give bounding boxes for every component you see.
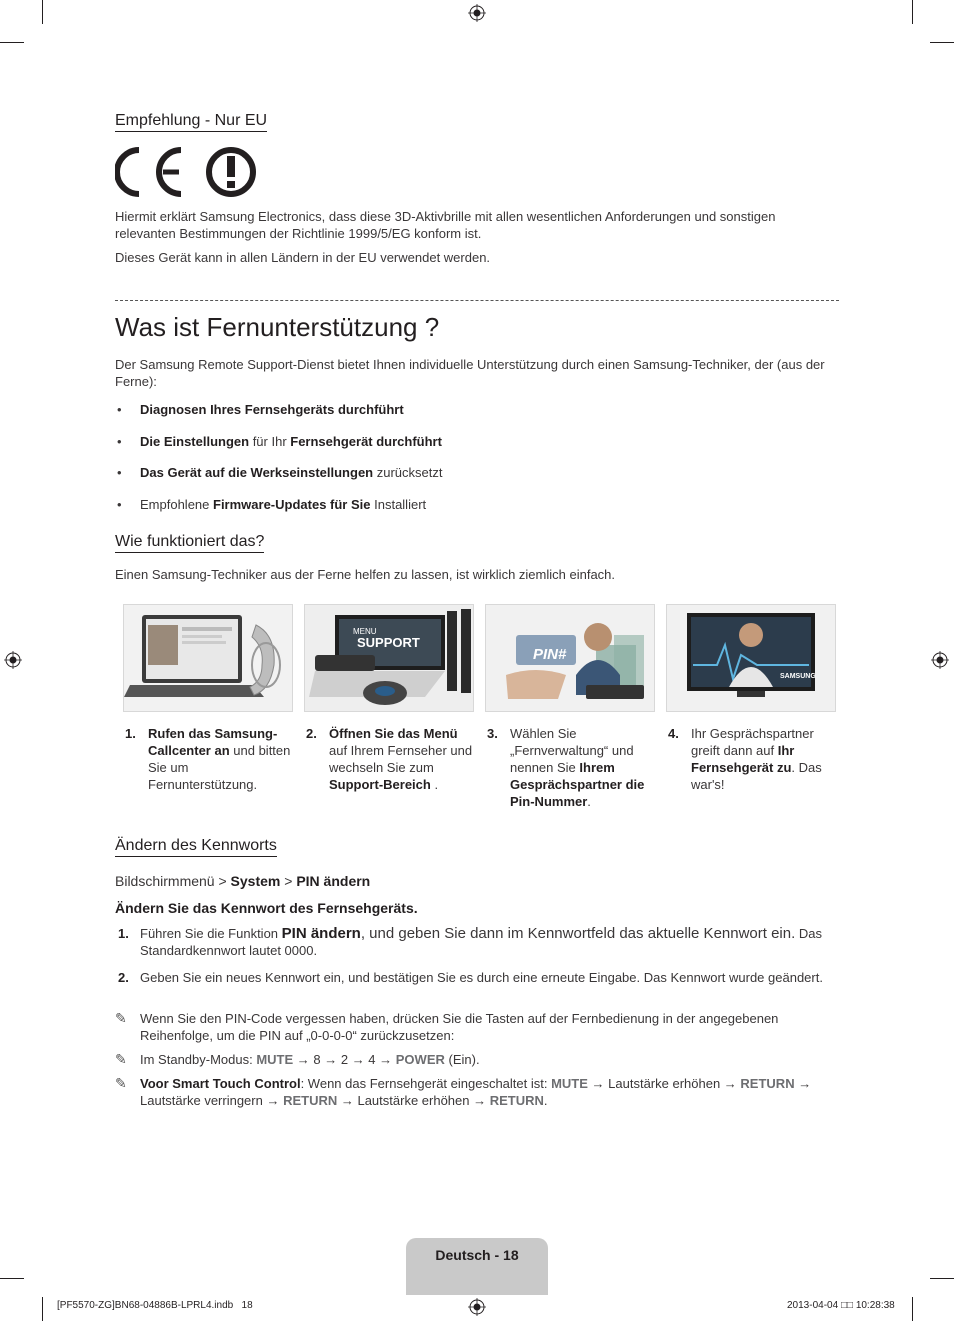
text-run: Wählen Sie „Fernverwaltung“ und nennen Sie — [510, 726, 634, 775]
crop-mark — [42, 0, 43, 24]
text-run: Firmware-Updates für Sie — [213, 497, 371, 512]
pencil-note-icon: ✎ — [115, 1051, 127, 1067]
samsung-logo-text: SAMSUNG — [780, 673, 816, 680]
laptop-phone-image — [123, 604, 293, 712]
text-run: RETURN — [740, 1076, 795, 1091]
intro-text: Der Samsung Remote Support-Dienst bietet Ihnen individuelle Unterstützung durch einen Samsung-Techniker, der (aus der Ferne): — [115, 357, 825, 389]
text-run: Voor Smart Touch Control — [140, 1076, 301, 1091]
eu-section-title: Empfehlung - Nur EU — [115, 112, 267, 132]
crop-mark — [42, 1297, 43, 1321]
menu-path-system: System — [230, 873, 281, 889]
text-run: RETURN — [283, 1093, 338, 1108]
text-run: Im Standby-Modus: — [140, 1052, 257, 1067]
menu-label: MENU — [353, 627, 377, 636]
text-run: Ihr Gesprächspartner greift dann auf — [691, 726, 814, 758]
how-section-title: Wie funktioniert das? — [115, 533, 264, 553]
crop-mark — [0, 1278, 24, 1279]
pencil-note-icon: ✎ — [115, 1010, 127, 1026]
text-run: RETURN — [489, 1093, 544, 1108]
registration-mark-icon — [468, 1298, 486, 1316]
text-run: Diagnosen Ihres Fernsehgeräts durchführt — [140, 402, 404, 417]
text-run: POWER — [395, 1052, 445, 1067]
section-divider — [115, 300, 839, 301]
page-number-tab — [406, 1238, 548, 1295]
text-run: → 8 → 2 → 4 → — [293, 1052, 396, 1067]
text-run: Empfohlene — [140, 497, 213, 512]
crop-mark — [930, 1278, 954, 1279]
eu-usage-note: Dieses Gerät kann in allen Ländern in der EU verwendet werden. — [115, 250, 491, 265]
eu-declaration: Hiermit erklärt Samsung Electronics, dass diese 3D-Aktivbrille mit allen wesentlichen Anforderungen und sonstigen relevanten Bestimmungen der Richtlinie 1999/5/EG konform ist. — [115, 209, 776, 241]
page-title: Was ist Fernunterstützung ? — [115, 312, 440, 342]
text-run: Rufen das Samsung-Callcenter an — [148, 726, 278, 758]
registration-mark-icon — [931, 651, 949, 669]
text-run: PIN ändern — [281, 925, 361, 942]
password-section-title: Ändern des Kennworts — [115, 837, 277, 857]
tv-menu-support-image — [304, 604, 474, 712]
text-run: Geben Sie ein neues Kennwort ein, und bestätigen Sie es durch eine erneute Eingabe. Das Kennwort wurde geändert. — [140, 970, 823, 985]
how-text: Einen Samsung-Techniker aus der Ferne helfen zu lassen, ist wirklich ziemlich einfach. — [115, 567, 616, 582]
text-run: Installiert — [370, 497, 427, 512]
registration-mark-icon — [4, 651, 22, 669]
crop-mark — [930, 42, 954, 43]
text-run: Wenn Sie den PIN-Code vergessen haben, drücken Sie die Tasten auf der Fernbedienung in der angegebenen Reihenfolge, um die PIN auf „0-0-0-0“ zurückzusetzen: — [140, 1011, 779, 1043]
text-run: Ihrem Gesprächspartner die Pin-Nummer — [510, 760, 645, 809]
text-run: zurücksetzt — [373, 465, 443, 480]
crop-mark — [0, 42, 24, 43]
text-run: . — [430, 777, 439, 792]
text-run: für Ihr — [249, 434, 291, 449]
menu-path-pin: PIN ändern — [296, 873, 371, 889]
footer-time-glyphs: □□ — [840, 1300, 854, 1311]
pin-label: PIN# — [533, 646, 567, 663]
pencil-note-icon: ✎ — [115, 1075, 127, 1091]
text-run: , und geben Sie dann im Kennwortfeld das aktuelle Kennwort ein. — [360, 925, 796, 942]
text-run: Support-Bereich — [329, 777, 431, 792]
text-run: : Wenn das Fernsehgerät eingeschaltet ist: — [300, 1076, 552, 1091]
text-run: Führen Sie die Funktion — [140, 926, 282, 941]
text-run: (Ein). — [444, 1052, 480, 1067]
crop-mark — [912, 1297, 913, 1321]
support-label: SUPPORT — [357, 635, 420, 650]
text-run: Ihr Fernsehgerät zu — [691, 743, 795, 775]
ce-mark-icon — [115, 147, 260, 197]
text-run: . — [543, 1093, 548, 1108]
text-run: → Lautstärke verringern → — [140, 1076, 812, 1108]
registration-mark-icon — [468, 4, 486, 22]
password-subtitle: Ändern Sie das Kennwort des Fernsehgeräts. — [115, 900, 418, 916]
menu-path-separator: > — [280, 873, 297, 889]
pin-technician-image — [485, 604, 655, 712]
text-run: auf Ihrem Fernseher und wechseln Sie zum — [329, 743, 473, 775]
text-run: Fernsehgerät durchführt — [290, 434, 442, 449]
footer-time: 10:28:38 — [855, 1300, 895, 1311]
text-run: → Lautstärke erhöhen → — [337, 1093, 490, 1108]
menu-path — [115, 872, 370, 890]
text-run: MUTE — [256, 1052, 294, 1067]
text-run: Das Gerät auf die Werkseinstellungen — [140, 465, 374, 480]
menu-path-prefix: Bildschirmmenü > — [115, 873, 231, 889]
footer-timestamp — [787, 1300, 895, 1311]
footer-date: 2013-04-04 — [787, 1300, 839, 1311]
text-run: Die Einstellungen — [140, 434, 250, 449]
page-label: Deutsch - 18 — [435, 1247, 519, 1263]
text-run: Das Standardkennwort lautet 0000. — [140, 926, 823, 958]
tv-technician-image — [666, 604, 836, 712]
text-run: MUTE — [551, 1076, 588, 1091]
text-run: → Lautstärke erhöhen → — [587, 1076, 741, 1091]
footer-file-name: [PF5570-ZG]BN68-04886B-LPRL4.indb 18 — [57, 1300, 253, 1311]
text-run: . Das war's! — [691, 760, 822, 792]
crop-mark — [912, 0, 913, 24]
text-run: Öffnen Sie das Menü — [329, 726, 458, 741]
text-run: und bitten Sie um Fernunterstützung. — [148, 743, 291, 792]
text-run: . — [587, 794, 591, 809]
